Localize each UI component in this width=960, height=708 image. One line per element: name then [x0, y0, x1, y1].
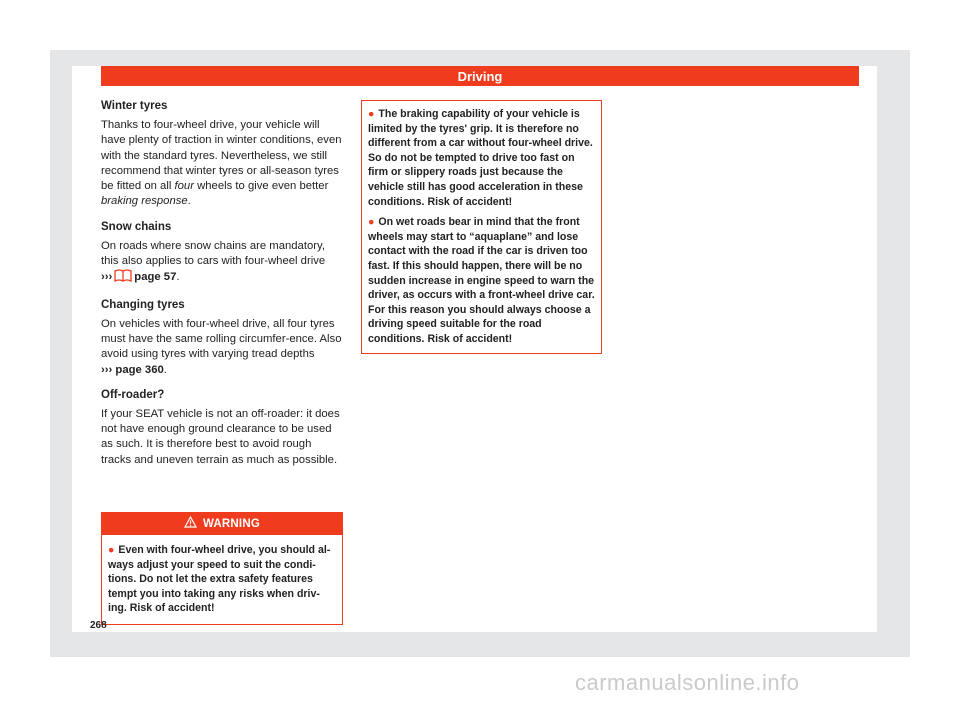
warning-box-continued	[361, 100, 602, 354]
section-body-winter-tyres: Thanks to four-wheel drive, your vehicle will have plenty of traction in winter conditions, even with the standard tyres. Nevertheless, we still recommend that winter tyres or all-season tyres be fitted on all four wheels to give even better braking response.	[101, 119, 342, 208]
warning-header	[102, 513, 342, 535]
bullet-dot-icon: ●	[108, 544, 115, 556]
cross-reference-page-57[interactable]: ››› page 57	[101, 271, 176, 283]
warning-bullet: ● The braking capability of your vehicle is limited by the tyres' grip. It is therefore no different from a car without four-wheel drive. So do not be tempted to drive too fast on firm or slippery roads just because the vehicle still has good acceleration in these conditions. Risk of accident!	[368, 108, 593, 208]
chapter-title: Driving	[457, 68, 503, 84]
warning-label: WARNING	[203, 517, 260, 530]
watermark: carmanualsonline.info	[575, 670, 800, 695]
bullet-dot-icon: ●	[368, 216, 375, 229]
warning-continued-body	[362, 101, 601, 353]
section-heading-snow-chains: Snow chains	[101, 220, 172, 233]
bullet-dot-icon: ●	[368, 108, 375, 120]
warning-body	[102, 535, 342, 624]
warning-triangle-icon	[184, 516, 197, 533]
book-icon	[114, 269, 132, 287]
section-heading-changing-tyres: Changing tyres	[101, 298, 185, 311]
section-body-snow-chains: On roads where snow chains are mandatory, this also applies to cars with four-wheel drive ››› page 57.	[101, 239, 343, 288]
section-heading-off-roader: Off-roader?	[101, 388, 165, 401]
warning-bullet: ● Even with four-wheel drive, you should al-ways adjust your speed to suit the condi-tions. Do not let the extra safety features tempt you into taking any risks when driv-ing. Risk of accident!	[108, 544, 331, 615]
warning-bullet: ● On wet roads bear in mind that the front wheels may start to “aquaplane” and lose contact with the road if the car is driven too fast. If this should happen, there will be no sudden increase in engine speed to warn the driver, as occurs with a front-wheel drive car. For this reason you should always choose a driving speed suitable for the road conditions. Risk of accident!	[368, 216, 595, 345]
page-number: 268	[90, 620, 107, 631]
left-column	[101, 99, 343, 478]
section-body-changing-tyres: On vehicles with four-wheel drive, all four tyres must have the same rolling circumfer-ence. Also avoid using tyres with varying tread depths ››› page 360.	[101, 317, 342, 376]
chapter-header	[101, 66, 859, 86]
warning-box	[101, 512, 343, 625]
cross-reference-page-360[interactable]: ››› page 360	[101, 363, 164, 376]
section-heading-winter-tyres: Winter tyres	[101, 100, 168, 112]
section-body-off-roader: If your SEAT vehicle is not an off-roader: it does not have enough ground clearance to be used as such. It is therefore best to avoid rough tracks and uneven terrain as much as possible.	[101, 407, 340, 466]
